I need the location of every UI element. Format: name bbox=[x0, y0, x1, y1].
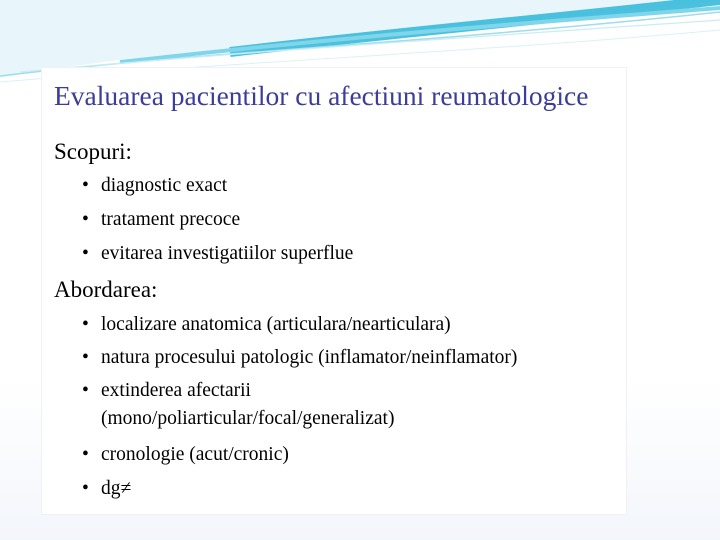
bullet-icon: • bbox=[82, 209, 89, 230]
bullet-text: diagnostic exact bbox=[101, 175, 228, 196]
bullet-text: natura procesului patologic (inflamator/neinflamator) bbox=[101, 347, 518, 368]
bullet-icon: • bbox=[82, 347, 89, 368]
section-heading-scopuri: Scopuri: bbox=[54, 139, 132, 164]
bullet-icon: • bbox=[82, 444, 89, 465]
bullet-icon: • bbox=[82, 380, 89, 401]
bullet-icon: • bbox=[82, 478, 89, 499]
bullet-icon: • bbox=[82, 243, 89, 264]
bullet-icon: • bbox=[82, 314, 89, 335]
bullet-text: cronologie (acut/cronic) bbox=[101, 444, 289, 465]
section-heading-abordarea: Abordarea: bbox=[54, 277, 158, 302]
bullet-text: evitarea investigatiilor superflue bbox=[101, 243, 354, 264]
bullet-icon: • bbox=[82, 175, 89, 196]
bullet-continuation-text: (mono/poliarticular/focal/generalizat) bbox=[101, 408, 395, 429]
bullet-text: tratament precoce bbox=[101, 209, 241, 230]
slide-title: Evaluarea pacientilor cu afectiuni reumatologice bbox=[54, 80, 589, 111]
bullet-text: localizare anatomica (articulara/nearticulara) bbox=[101, 314, 451, 335]
bullet-text: dg≠ bbox=[101, 478, 132, 499]
bullet-text: extinderea afectarii bbox=[101, 380, 251, 401]
